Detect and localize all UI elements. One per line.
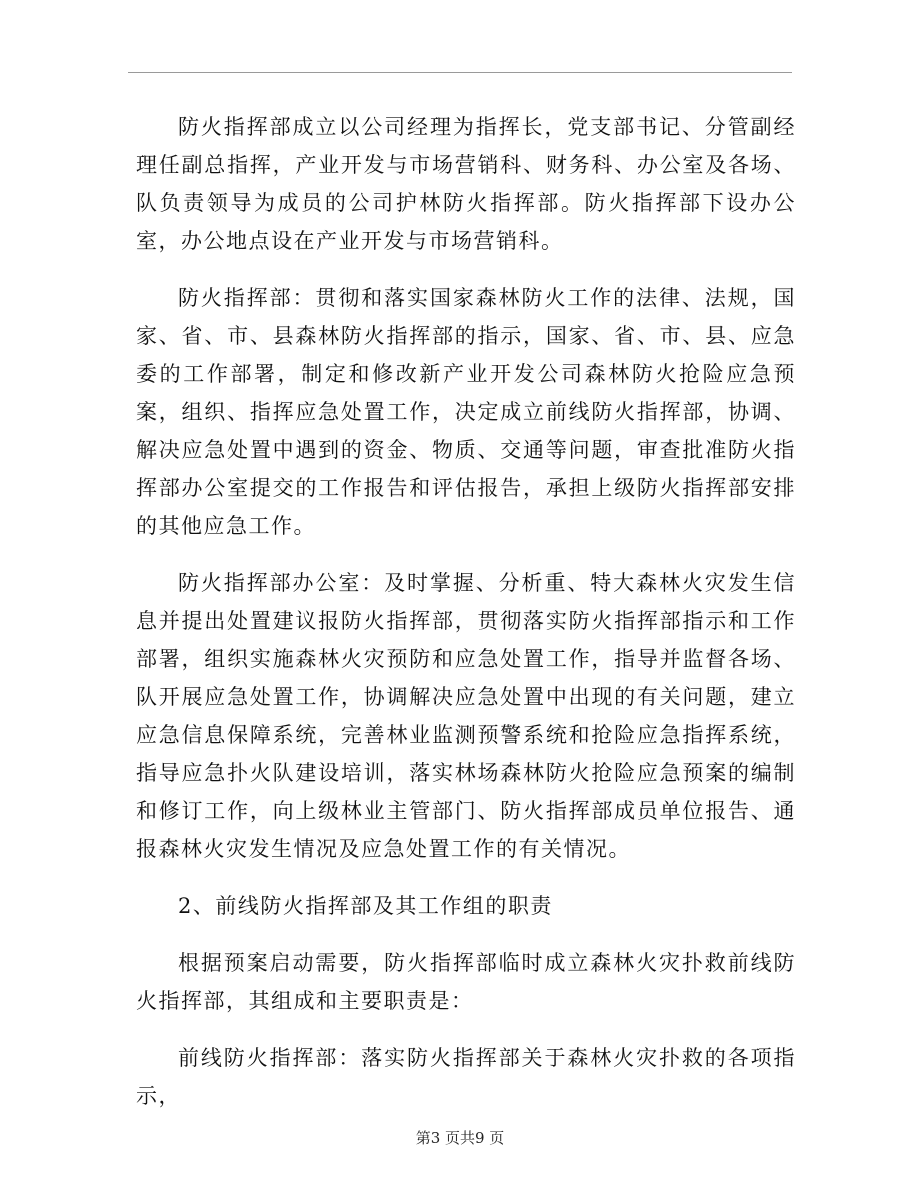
page-number: 第3 页共9 页 [415,1129,505,1147]
paragraph-command-structure: 防火指挥部成立以公司经理为指挥长，党支部书记、分管副经理任副总指挥，产业开发与市场营销科、财务科、办公室及各场、队负责领导为成员的公司护林防火指挥部。防火指挥部下设办公室，办公地点设在产业开发与市场营销科。 [136,115,796,253]
header-rule [128,72,792,73]
paragraph-frontline-setup: 根据预案启动需要，防火指挥部临时成立森林火灾扑救前线防火指挥部，其组成和主要职责是： [136,951,796,1013]
paragraph-command-duties: 防火指挥部：贯彻和落实国家森林防火工作的法律、法规，国家、省、市、县森林防火指挥部的指示，国家、省、市、县、应急委的工作部署，制定和修改新产业开发公司森林防火抢险应急预案，组织、指挥应急处置工作，决定成立前线防火指挥部，协调、解决应急处置中遇到的资金、物质、交通等问题，审查批准防火指挥部办公室提交的工作报告和评估报告，承担上级防火指挥部安排的其他应急工作。 [136,286,796,538]
paragraph-frontline-duties: 前线防火指挥部：落实防火指挥部关于森林火灾扑救的各项指示， [136,1046,796,1108]
document-body [136,108,796,1134]
section-heading: 2、前线防火指挥部及其工作组的职责 [178,894,553,918]
paragraph-office-duties: 防火指挥部办公室：及时掌握、分析重、特大森林火灾发生信息并提出处置建议报防火指挥部，贯彻落实防火指挥部指示和工作部署，组织实施森林火灾预防和应急处置工作，指导并监督各场、队开展应急处置工作，协调解决应急处置中出现的有关问题，建立应急信息保障系统，完善林业监测预警系统和抢险应急指挥系统，指导应急扑火队建设培训，落实林场森林防火抢险应急预案的编制和修订工作，向上级林业主管部门、防火指挥部成员单位报告、通报森林火灾发生情况及应急处置工作的有关情况。 [136,571,796,861]
